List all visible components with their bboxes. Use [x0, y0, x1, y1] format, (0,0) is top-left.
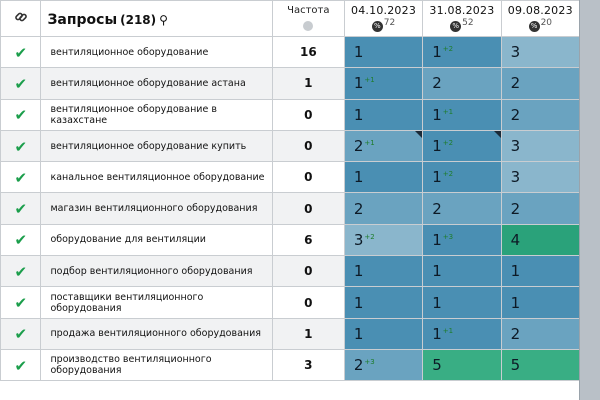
frequency-cell: 6 [272, 224, 344, 255]
position-value: 1 [432, 324, 442, 343]
query-cell: производство вентиляционного оборудования [41, 349, 272, 380]
position-change: +2 [442, 45, 454, 54]
frequency-cell: 0 [272, 162, 344, 193]
position-cell[interactable] [501, 224, 579, 255]
position-cell[interactable] [344, 37, 422, 68]
row-checkbox[interactable] [1, 130, 41, 161]
position-cell[interactable] [501, 193, 579, 224]
position-value: 2 [353, 199, 364, 218]
query-cell: канальное вентиляционное оборудование [41, 162, 272, 193]
position-cell[interactable] [423, 68, 501, 99]
date-label: 04.10.2023 [351, 4, 417, 17]
link-column-header[interactable] [1, 1, 41, 37]
frequency-cell: 0 [272, 99, 344, 130]
date-count: 52 [462, 18, 474, 28]
position-value: 1 [353, 168, 364, 187]
position-change: +2 [442, 139, 454, 148]
position-cell[interactable] [344, 162, 422, 193]
position-change: +2 [364, 232, 375, 241]
table-row[interactable] [1, 318, 580, 349]
queries-title: Запросы [47, 12, 118, 28]
row-checkbox[interactable] [1, 349, 41, 380]
frequency-column-header[interactable] [272, 1, 344, 37]
position-value: 2 [510, 105, 521, 124]
position-cell[interactable] [423, 256, 501, 287]
checkmark-icon[interactable]: ✔ [14, 325, 28, 344]
frequency-label: Частота [287, 5, 330, 16]
table-row[interactable] [1, 37, 580, 68]
position-change: +1 [442, 326, 454, 335]
position-value: 2 [353, 356, 364, 375]
row-checkbox[interactable] [1, 256, 41, 287]
checkmark-icon[interactable]: ✔ [14, 294, 28, 313]
position-cell[interactable] [501, 130, 579, 161]
position-value: 1 [432, 230, 442, 249]
position-value: 5 [510, 356, 521, 375]
position-cell[interactable] [423, 193, 501, 224]
position-cell[interactable] [501, 37, 579, 68]
position-value: 1 [432, 293, 442, 312]
row-checkbox[interactable] [1, 162, 41, 193]
position-value: 3 [510, 137, 521, 156]
query-cell: вентиляционное оборудование в казахстане [41, 99, 272, 130]
position-cell[interactable] [344, 193, 422, 224]
checkmark-icon[interactable]: ✔ [14, 168, 28, 187]
date-count: 72 [383, 18, 396, 28]
frequency-cell: 0 [272, 287, 344, 318]
position-value: 2 [432, 199, 442, 218]
position-value: 1 [432, 105, 442, 124]
row-checkbox[interactable] [1, 287, 41, 318]
position-cell[interactable] [501, 99, 579, 130]
position-value: 1 [353, 43, 364, 62]
percent-icon: % [372, 21, 383, 32]
position-cell[interactable] [423, 130, 501, 161]
table-row[interactable] [1, 224, 580, 255]
table-row[interactable] [1, 287, 580, 318]
position-cell[interactable] [501, 162, 579, 193]
row-checkbox[interactable] [1, 99, 41, 130]
position-value: 1 [432, 168, 442, 187]
position-cell[interactable] [423, 99, 501, 130]
percent-icon: % [450, 21, 461, 32]
table-row[interactable] [1, 349, 580, 380]
position-value: 1 [353, 105, 364, 124]
checkmark-icon[interactable]: ✔ [14, 106, 28, 125]
position-value: 1 [432, 262, 442, 281]
query-cell: вентиляционное оборудование [41, 37, 272, 68]
position-cell[interactable] [344, 287, 422, 318]
checkmark-icon[interactable]: ✔ [14, 137, 28, 156]
position-cell[interactable] [501, 349, 579, 380]
query-cell: оборудование для вентиляции [41, 224, 272, 255]
queries-count: (218) [120, 13, 157, 27]
row-checkbox[interactable] [1, 37, 41, 68]
position-value: 2 [510, 324, 521, 343]
position-value: 1 [510, 293, 521, 312]
position-value: 1 [353, 324, 364, 343]
position-value: 4 [510, 230, 521, 249]
row-checkbox[interactable] [1, 224, 41, 255]
position-value: 1 [353, 262, 364, 281]
row-checkbox[interactable] [1, 68, 41, 99]
query-cell: вентиляционное оборудование купить [41, 130, 272, 161]
date-label: 09.08.2023 [507, 4, 573, 17]
position-cell[interactable] [344, 99, 422, 130]
checkmark-icon[interactable]: ✔ [14, 231, 28, 250]
query-cell: подбор вентиляционного оборудования [41, 256, 272, 287]
percent-icon: % [529, 21, 540, 32]
position-cell[interactable] [423, 162, 501, 193]
position-cell[interactable] [501, 68, 579, 99]
position-value: 2 [432, 74, 442, 93]
frequency-cell: 0 [272, 256, 344, 287]
row-checkbox[interactable] [1, 318, 41, 349]
position-change: +3 [442, 232, 454, 241]
table-row[interactable] [1, 256, 580, 287]
position-value: 2 [353, 137, 364, 156]
search-icon[interactable]: ⚲ [159, 13, 168, 27]
position-value: 3 [353, 230, 364, 249]
position-cell[interactable] [344, 318, 422, 349]
position-change: +3 [364, 358, 375, 367]
date-count: 20 [540, 18, 553, 28]
position-cell[interactable] [423, 318, 501, 349]
position-value: 2 [510, 74, 521, 93]
table-row[interactable] [1, 193, 580, 224]
globe-icon [303, 21, 313, 31]
position-value: 1 [353, 293, 364, 312]
position-cell[interactable] [344, 349, 422, 380]
position-change: +1 [364, 76, 375, 85]
checkmark-icon[interactable]: ✔ [14, 356, 28, 375]
query-cell: поставщики вентиляционного оборудования [41, 287, 272, 318]
link-icon[interactable] [14, 10, 28, 24]
date-column-header[interactable] [344, 1, 422, 37]
position-cell[interactable] [344, 256, 422, 287]
table-header-row [1, 1, 580, 37]
table-row[interactable] [1, 68, 580, 99]
position-value: 5 [432, 356, 442, 375]
position-change: +2 [442, 170, 454, 179]
query-cell: вентиляционное оборудование астана [41, 68, 272, 99]
position-cell[interactable] [423, 287, 501, 318]
window-background [580, 0, 600, 400]
date-column-header[interactable] [423, 1, 501, 37]
frequency-cell: 0 [272, 130, 344, 161]
checkmark-icon[interactable]: ✔ [14, 74, 28, 93]
position-cell[interactable] [501, 318, 579, 349]
position-value: 2 [510, 199, 521, 218]
query-column-header[interactable] [41, 1, 272, 37]
frequency-cell: 1 [272, 318, 344, 349]
query-cell: магазин вентиляционного оборудования [41, 193, 272, 224]
checkmark-icon[interactable]: ✔ [14, 43, 28, 62]
checkmark-icon[interactable]: ✔ [14, 200, 28, 219]
position-value: 1 [432, 43, 442, 62]
comment-marker-icon[interactable] [494, 131, 501, 138]
table-row[interactable] [1, 99, 580, 130]
position-cell[interactable] [423, 37, 501, 68]
date-label: 31.08.2023 [429, 4, 495, 17]
position-value: 3 [510, 168, 521, 187]
position-value: 1 [353, 74, 364, 93]
position-cell[interactable] [501, 256, 579, 287]
query-cell: продажа вентиляционного оборудования [41, 318, 272, 349]
position-cell[interactable] [344, 68, 422, 99]
position-cell[interactable] [344, 130, 422, 161]
position-cell[interactable] [423, 349, 501, 380]
position-value: 3 [510, 43, 521, 62]
frequency-cell: 3 [272, 349, 344, 380]
row-checkbox[interactable] [1, 193, 41, 224]
comment-marker-icon[interactable] [415, 131, 422, 138]
position-change: +1 [364, 139, 375, 148]
position-cell[interactable] [423, 224, 501, 255]
frequency-cell: 16 [272, 37, 344, 68]
frequency-cell: 1 [272, 68, 344, 99]
position-cell[interactable] [501, 287, 579, 318]
checkmark-icon[interactable]: ✔ [14, 262, 28, 281]
date-column-header[interactable] [501, 1, 579, 37]
frequency-cell: 0 [272, 193, 344, 224]
table-row[interactable] [1, 130, 580, 161]
position-value: 1 [510, 262, 521, 281]
position-cell[interactable] [344, 224, 422, 255]
position-change: +1 [442, 107, 454, 116]
table-row[interactable] [1, 162, 580, 193]
position-value: 1 [432, 137, 442, 156]
